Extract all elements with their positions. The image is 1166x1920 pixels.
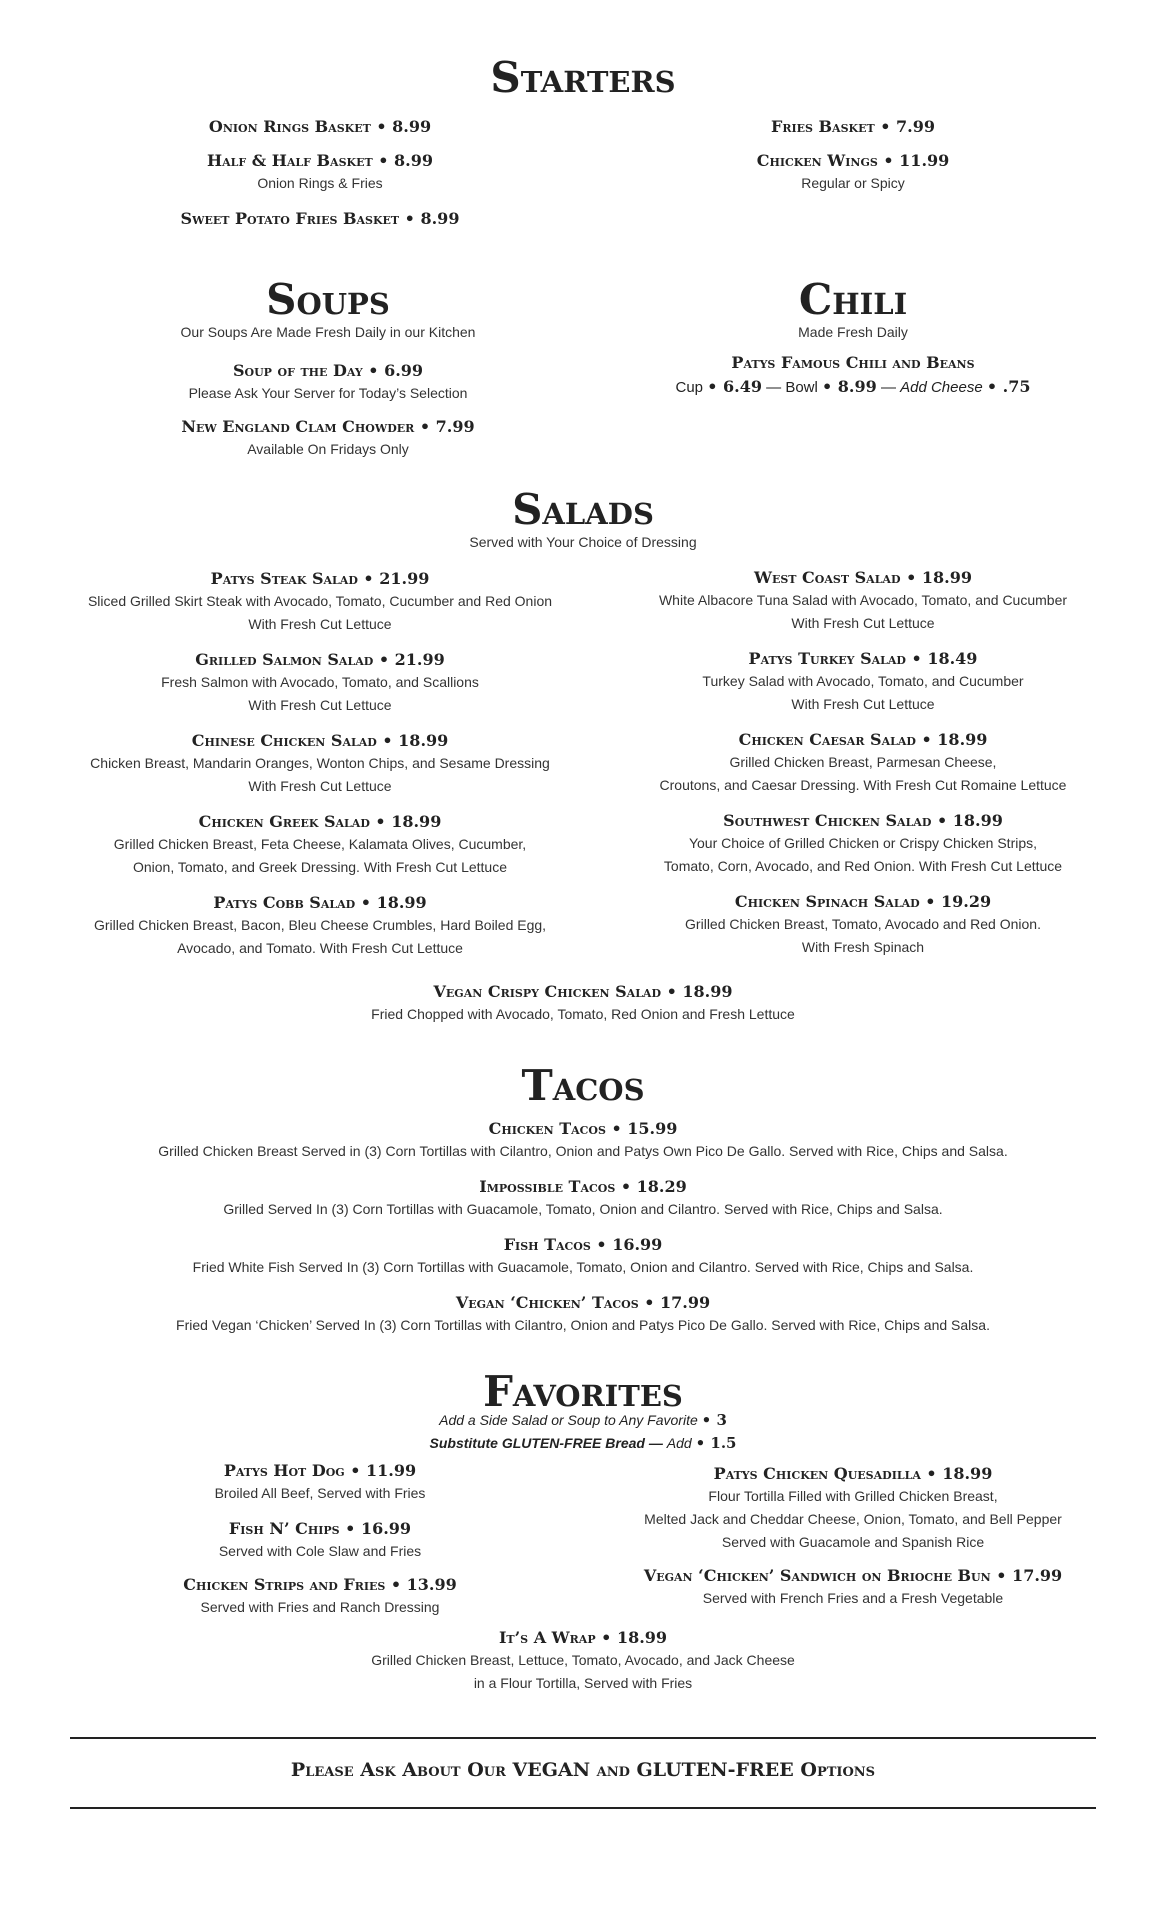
favorite-hot-dog: [0, 1460, 640, 1505]
item-desc: Grilled Chicken Breast, Parmesan Cheese,: [729, 754, 997, 770]
cheese-price: • .75: [986, 377, 1031, 396]
item-desc: Served with Cole Slaw and Fries: [218, 1543, 422, 1559]
salads-subtitle: Served with Your Choice of Dressing: [469, 534, 697, 550]
chili-heading: Chili: [798, 275, 908, 324]
item-desc: Served with Guacamole and Spanish Rice: [721, 1534, 985, 1550]
salad-chicken-spinach: [560, 891, 1166, 959]
favorites-heading: Favorites: [483, 1367, 683, 1416]
item-name: West Coast Salad • 18.99: [754, 568, 972, 587]
item-desc: Fried Chopped with Avocado, Tomato, Red Onion and Fresh Lettuce: [371, 1006, 795, 1022]
menu-item-half-half: [0, 150, 640, 195]
menu-item-chili: [560, 352, 1146, 374]
taco-impossible: [0, 1176, 1166, 1221]
menu-item-fries: [560, 116, 1146, 138]
cup-price: • 6.49: [707, 377, 762, 396]
item-name: Patys Steak Salad • 21.99: [210, 569, 430, 588]
item-desc: Turkey Salad with Avocado, Tomato, and Cucumber: [702, 673, 1024, 689]
favorite-chicken-strips: [0, 1574, 640, 1619]
favorites-side-note: [0, 1409, 1166, 1432]
item-name: Chicken Strips and Fries • 13.99: [183, 1575, 457, 1594]
item-name: Patys Chicken Quesadilla • 18.99: [713, 1464, 993, 1483]
favorite-vegan-sandwich: [560, 1565, 1146, 1610]
item-name: It’s A Wrap • 18.99: [498, 1628, 668, 1647]
menu-item-onion-rings: [0, 116, 640, 138]
item-name: Chicken Greek Salad • 18.99: [198, 812, 442, 831]
item-desc: Please Ask Your Server for Today’s Selection: [188, 385, 468, 401]
item-name: Sweet Potato Fries Basket • 8.99: [180, 209, 460, 228]
salad-chicken-caesar: [560, 729, 1166, 797]
item-desc: With Fresh Cut Lettuce: [248, 697, 392, 713]
item-desc: Flour Tortilla Filled with Grilled Chicken Breast,: [708, 1488, 998, 1504]
side-note-price: • 3: [701, 1411, 727, 1429]
separator: —: [766, 379, 782, 396]
salad-southwest-chicken: [560, 810, 1166, 878]
item-desc: Available On Fridays Only: [247, 441, 409, 457]
side-note-text: Add a Side Salad or Soup to Any Favorite: [439, 1412, 698, 1428]
item-desc: Grilled Chicken Breast, Bacon, Bleu Cheese Crumbles, Hard Boiled Egg,: [93, 917, 547, 933]
taco-chicken: [0, 1118, 1166, 1163]
favorite-wrap: [0, 1627, 1166, 1695]
bowl-label: Bowl: [785, 379, 818, 396]
item-desc: Served with Fries and Ranch Dressing: [200, 1599, 440, 1615]
item-name: Fish Tacos • 16.99: [503, 1235, 663, 1254]
item-desc: Fried White Fish Served In (3) Corn Tortillas with Guacamole, Tomato, Onion and Cilantro. Served with Rice, Chips and Salsa.: [192, 1259, 974, 1275]
tacos-heading: Tacos: [521, 1061, 645, 1110]
item-desc: Regular or Spicy: [801, 175, 905, 191]
menu-item-wings: [560, 150, 1146, 195]
item-name: Soup of the Day • 6.99: [232, 361, 424, 380]
favorites-gluten-note: [0, 1432, 1166, 1455]
taco-vegan-chicken: [0, 1292, 1166, 1337]
item-desc: Chicken Breast, Mandarin Oranges, Wonton Chips, and Sesame Dressing: [90, 755, 550, 771]
salads-heading: Salads: [512, 485, 654, 534]
item-desc: Grilled Chicken Breast Served in (3) Corn Tortillas with Cilantro, Onion and Patys Own Pico De Gallo. Served with Rice, Chips and Salsa.: [158, 1143, 1008, 1159]
salad-chinese-chicken: [0, 730, 640, 798]
item-name: Chicken Tacos • 15.99: [488, 1119, 678, 1138]
item-desc: Onion Rings & Fries: [257, 175, 383, 191]
menu-item-sweet-potato: [0, 208, 640, 230]
item-name: Chinese Chicken Salad • 18.99: [191, 731, 449, 750]
item-name: Patys Famous Chili and Beans: [731, 353, 975, 372]
item-desc: With Fresh Cut Lettuce: [791, 615, 935, 631]
item-desc: Served with French Fries and a Fresh Vegetable: [702, 1590, 1004, 1606]
salad-vegan-crispy-chicken: [0, 981, 1166, 1026]
starters-heading: Starters: [490, 53, 676, 102]
separator: —: [880, 379, 896, 396]
item-name: Vegan ‘Chicken’ Tacos • 17.99: [455, 1293, 711, 1312]
gluten-note-price: • 1.5: [695, 1434, 737, 1452]
item-desc: With Fresh Spinach: [801, 939, 925, 955]
favorite-quesadilla: [560, 1463, 1146, 1554]
taco-fish: [0, 1234, 1166, 1279]
item-desc: Croutons, and Caesar Dressing. With Fresh Cut Romaine Lettuce: [659, 777, 1067, 793]
footer-top-rule: [70, 1737, 1096, 1739]
item-name: Fries Basket • 7.99: [770, 117, 935, 136]
item-name: Chicken Spinach Salad • 19.29: [734, 892, 992, 911]
item-desc: in a Flour Tortilla, Served with Fries: [473, 1675, 693, 1691]
gluten-note-add: Add: [666, 1435, 692, 1451]
item-desc: Avocado, and Tomato. With Fresh Cut Lettuce: [177, 940, 463, 956]
item-name: Fish N’ Chips • 16.99: [228, 1519, 412, 1538]
favorite-fish-chips: [0, 1518, 640, 1563]
item-name: Patys Cobb Salad • 18.99: [213, 893, 427, 912]
chili-subtitle: Made Fresh Daily: [798, 324, 908, 340]
item-desc: Grilled Chicken Breast, Feta Cheese, Kalamata Olives, Cucumber,: [113, 836, 527, 852]
item-desc: Your Choice of Grilled Chicken or Crispy Chicken Strips,: [688, 835, 1038, 851]
item-name: Patys Hot Dog • 11.99: [223, 1461, 417, 1480]
item-desc: With Fresh Cut Lettuce: [248, 778, 392, 794]
item-desc: White Albacore Tuna Salad with Avocado, Tomato, and Cucumber: [658, 592, 1068, 608]
item-name: Vegan ‘Chicken’ Sandwich on Brioche Bun • 17.99: [643, 1566, 1063, 1585]
item-name: Grilled Salmon Salad • 21.99: [195, 650, 445, 669]
item-desc: Grilled Chicken Breast, Lettuce, Tomato, Avocado, and Jack Cheese: [371, 1652, 795, 1668]
item-name: Chicken Wings • 11.99: [756, 151, 950, 170]
salad-salmon: [0, 649, 640, 717]
item-desc: Onion, Tomato, and Greek Dressing. With Fresh Cut Lettuce: [132, 859, 508, 875]
salad-turkey: [560, 648, 1166, 716]
item-name: Onion Rings Basket • 8.99: [208, 117, 432, 136]
salad-steak: [0, 568, 640, 636]
item-name: Vegan Crispy Chicken Salad • 18.99: [433, 982, 733, 1001]
soups-subtitle: Our Soups Are Made Fresh Daily in our Kitchen: [180, 324, 476, 340]
item-desc: Sliced Grilled Skirt Steak with Avocado, Tomato, Cucumber and Red Onion: [87, 593, 553, 609]
bowl-price: • 8.99: [822, 377, 877, 396]
item-name: Half & Half Basket • 8.99: [206, 151, 434, 170]
cheese-label: Add Cheese: [900, 379, 983, 396]
menu-item-clam-chowder: [40, 416, 616, 461]
salad-west-coast: [560, 567, 1166, 635]
item-desc: Fresh Salmon with Avocado, Tomato, and Scallions: [161, 674, 479, 690]
menu-item-soup-of-day: [40, 360, 616, 405]
item-name: Impossible Tacos • 18.29: [479, 1177, 687, 1196]
item-name: Southwest Chicken Salad • 18.99: [723, 811, 1003, 830]
footer-bottom-rule: [70, 1807, 1096, 1809]
item-desc: Grilled Served In (3) Corn Tortillas with Guacamole, Tomato, Onion and Cilantro. Served with Rice, Chips and Salsa.: [223, 1201, 943, 1217]
item-desc: With Fresh Cut Lettuce: [248, 616, 392, 632]
item-name: Patys Turkey Salad • 18.49: [748, 649, 978, 668]
gluten-note-text: Substitute GLUTEN-FREE Bread —: [429, 1435, 663, 1451]
item-desc: Fried Vegan ‘Chicken’ Served In (3) Corn Tortillas with Cilantro, Onion and Patys Pico De Gallo. Served with Rice, Chips and Salsa.: [176, 1317, 990, 1333]
item-desc: Tomato, Corn, Avocado, and Red Onion. With Fresh Cut Lettuce: [663, 858, 1063, 874]
cup-label: Cup: [675, 379, 704, 396]
item-desc: Grilled Chicken Breast, Tomato, Avocado and Red Onion.: [685, 916, 1041, 932]
salad-chicken-greek: [0, 811, 640, 879]
salad-cobb: [0, 892, 640, 960]
item-name: Chicken Caesar Salad • 18.99: [738, 730, 988, 749]
footer-note: Please Ask About Our VEGAN and GLUTEN-FREE Options: [290, 1759, 876, 1781]
soups-heading: Soups: [266, 275, 390, 324]
item-desc: Melted Jack and Cheddar Cheese, Onion, Tomato, and Bell Pepper: [644, 1511, 1062, 1527]
item-desc: With Fresh Cut Lettuce: [791, 696, 935, 712]
item-desc: Broiled All Beef, Served with Fries: [214, 1485, 426, 1501]
chili-price-row: [560, 375, 1146, 400]
item-name: New England Clam Chowder • 7.99: [181, 417, 475, 436]
